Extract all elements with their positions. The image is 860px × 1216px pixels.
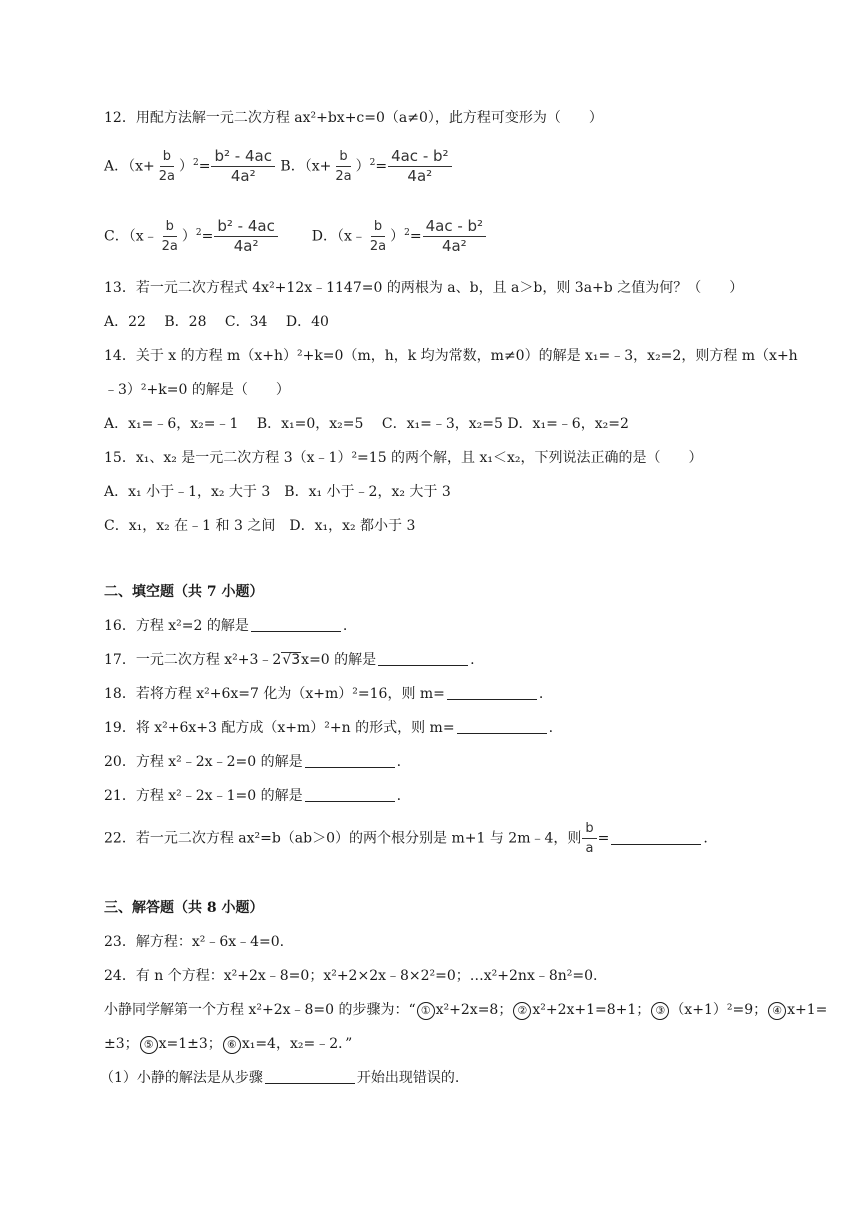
q12-label-c: C． xyxy=(104,228,129,245)
q12-options-ab: A．（x+ $\frac{b}{2a}$ ）$^2$= $\frac{\text{b² - 4ac}}{\text{4a²}}$ B．（x+ $\frac{b}{2a}$ ）$^2$= $\frac{\text{4ac - b²}}{\text{4a²}}$ xyxy=(104,148,453,185)
frac-option-c: $\frac{\text{b² - 4ac}}{\text{4a²}}$ xyxy=(214,218,277,255)
frac-b-2a: $\frac{b}{2a}$ xyxy=(335,149,352,184)
q12-stem: 12．用配方法解一元二次方程 ax²+bx+c=0（a≠0），此方程可变形为（ ） xyxy=(104,110,603,126)
q12-options-cd: C．（x﹣ $\frac{b}{2a}$ ）$^2$= $\frac{\text{b² - 4ac}}{\text{4a²}}$ D．（x﹣ $\frac{b}{2a}$ ）$^2$= $\frac{\text{4ac - b²}}{\text{4a²}}$ xyxy=(104,218,487,255)
q17: 17．一元二次方程 x²+3﹣2√3x=0 的解是 . xyxy=(104,652,475,668)
q12-label-d: D． xyxy=(311,228,337,245)
q20: 20．方程 x²﹣2x﹣2=0 的解是 . xyxy=(104,754,402,770)
q24-stem: 24．有 n 个方程：x²+2x﹣8=0；x²+2×2x﹣8×2²=0；…x²+2nx﹣8n²=0. xyxy=(104,968,598,984)
q23: 23．解方程：x²﹣6x﹣4=0. xyxy=(104,934,285,950)
q24-steps-line1: 小静同学解第一个方程 x²+2x﹣8=0 的步骤为：“ ① x²+2x=8； ② x²+2x+1=8+1； ③ （x+1）²=9； ④ x+1= xyxy=(104,1002,828,1018)
frac-b-a: $\frac{b}{a}$ xyxy=(582,820,596,857)
q12-label-b: B． xyxy=(280,158,305,175)
frac-b-2a: $\frac{b}{2a}$ xyxy=(158,149,176,184)
q15-options-ab: A．x₁ 小于﹣1，x₂ 大于 3 B．x₁ 小于﹣2，x₂ 大于 3 xyxy=(104,484,451,500)
answer-blank[interactable] xyxy=(611,830,701,845)
step-mark-1: ① xyxy=(417,1002,435,1020)
frac-option-d: $\frac{\text{4ac - b²}}{\text{4a²}}$ xyxy=(423,218,486,255)
q22: 22．若一元二次方程 ax²=b（ab＞0）的两个根分别是 m+1 与 2m﹣4，则 $\frac{b}{a}$ = . xyxy=(104,821,708,856)
frac-option-a: $\frac{\text{b² - 4ac}}{\text{4a²}}$ xyxy=(211,148,274,185)
section-fill-title: 二、填空题（共 7 小题） xyxy=(104,584,264,600)
answer-blank[interactable] xyxy=(447,685,537,700)
sqrt-symbol: √3 xyxy=(282,652,301,668)
answer-blank[interactable] xyxy=(305,753,395,768)
q24-steps-line2: ±3； ⑤ x=1±3； ⑥ x₁=4，x₂=﹣2．” xyxy=(104,1036,353,1052)
frac-b-2a: $\frac{b}{2a}$ xyxy=(369,219,387,254)
step-mark-4: ④ xyxy=(768,1002,786,1020)
q19: 19．将 x²+6x+3 配方成（x+m）²+n 的形式，则 m= . xyxy=(104,720,554,736)
q12-label-a: A． xyxy=(104,158,129,175)
q15-stem: 15．x₁、x₂ 是一元二次方程 3（x﹣1）²=15 的两个解，且 x₁＜x₂，下列说法正确的是（ ） xyxy=(104,450,703,466)
q18: 18．若将方程 x²+6x=7 化为（x+m）²=16，则 m= . xyxy=(104,686,544,702)
q21: 21．方程 x²﹣2x﹣1=0 的解是 . xyxy=(104,788,402,804)
q14-stem-line1: 14．关于 x 的方程 m（x+h）²+k=0（m，h，k 均为常数，m≠0）的解是 x₁=﹣3，x₂=2，则方程 m（x+h xyxy=(104,348,798,364)
q24-part1: （1）小静的解法是从步骤 开始出现错误的. xyxy=(100,1070,460,1086)
step-mark-3: ③ xyxy=(651,1002,669,1020)
q13-options: A．22 B．28 C．34 D．40 xyxy=(104,314,329,330)
frac-option-b: $\frac{\text{4ac - b²}}{\text{4a²}}$ xyxy=(388,148,451,185)
answer-blank[interactable] xyxy=(305,787,395,802)
q15-options-cd: C．x₁，x₂ 在﹣1 和 3 之间 D．x₁，x₂ 都小于 3 xyxy=(104,518,416,534)
answer-blank[interactable] xyxy=(378,651,468,666)
step-mark-5: ⑤ xyxy=(140,1036,158,1054)
q16: 16．方程 x²=2 的解是 . xyxy=(104,618,348,634)
answer-blank[interactable] xyxy=(457,719,547,734)
frac-b-2a: $\frac{b}{2a}$ xyxy=(161,219,178,254)
q14-options: A．x₁=﹣6，x₂=﹣1 B．x₁=0，x₂=5 C．x₁=﹣3，x₂=5 D．x₁=﹣6，x₂=2 xyxy=(104,416,629,432)
step-mark-2: ② xyxy=(513,1002,531,1020)
section-answer-title: 三、解答题（共 8 小题） xyxy=(104,900,264,916)
q14-stem-line2: ﹣3）²+k=0 的解是（ ） xyxy=(104,382,290,398)
answer-blank[interactable] xyxy=(251,617,341,632)
q13-stem: 13．若一元二次方程式 4x²+12x﹣1147=0 的两根为 a、b，且 a＞b，则 3a+b 之值为何？（ ） xyxy=(104,280,744,296)
step-mark-6: ⑥ xyxy=(223,1036,241,1054)
answer-blank[interactable] xyxy=(265,1069,355,1084)
